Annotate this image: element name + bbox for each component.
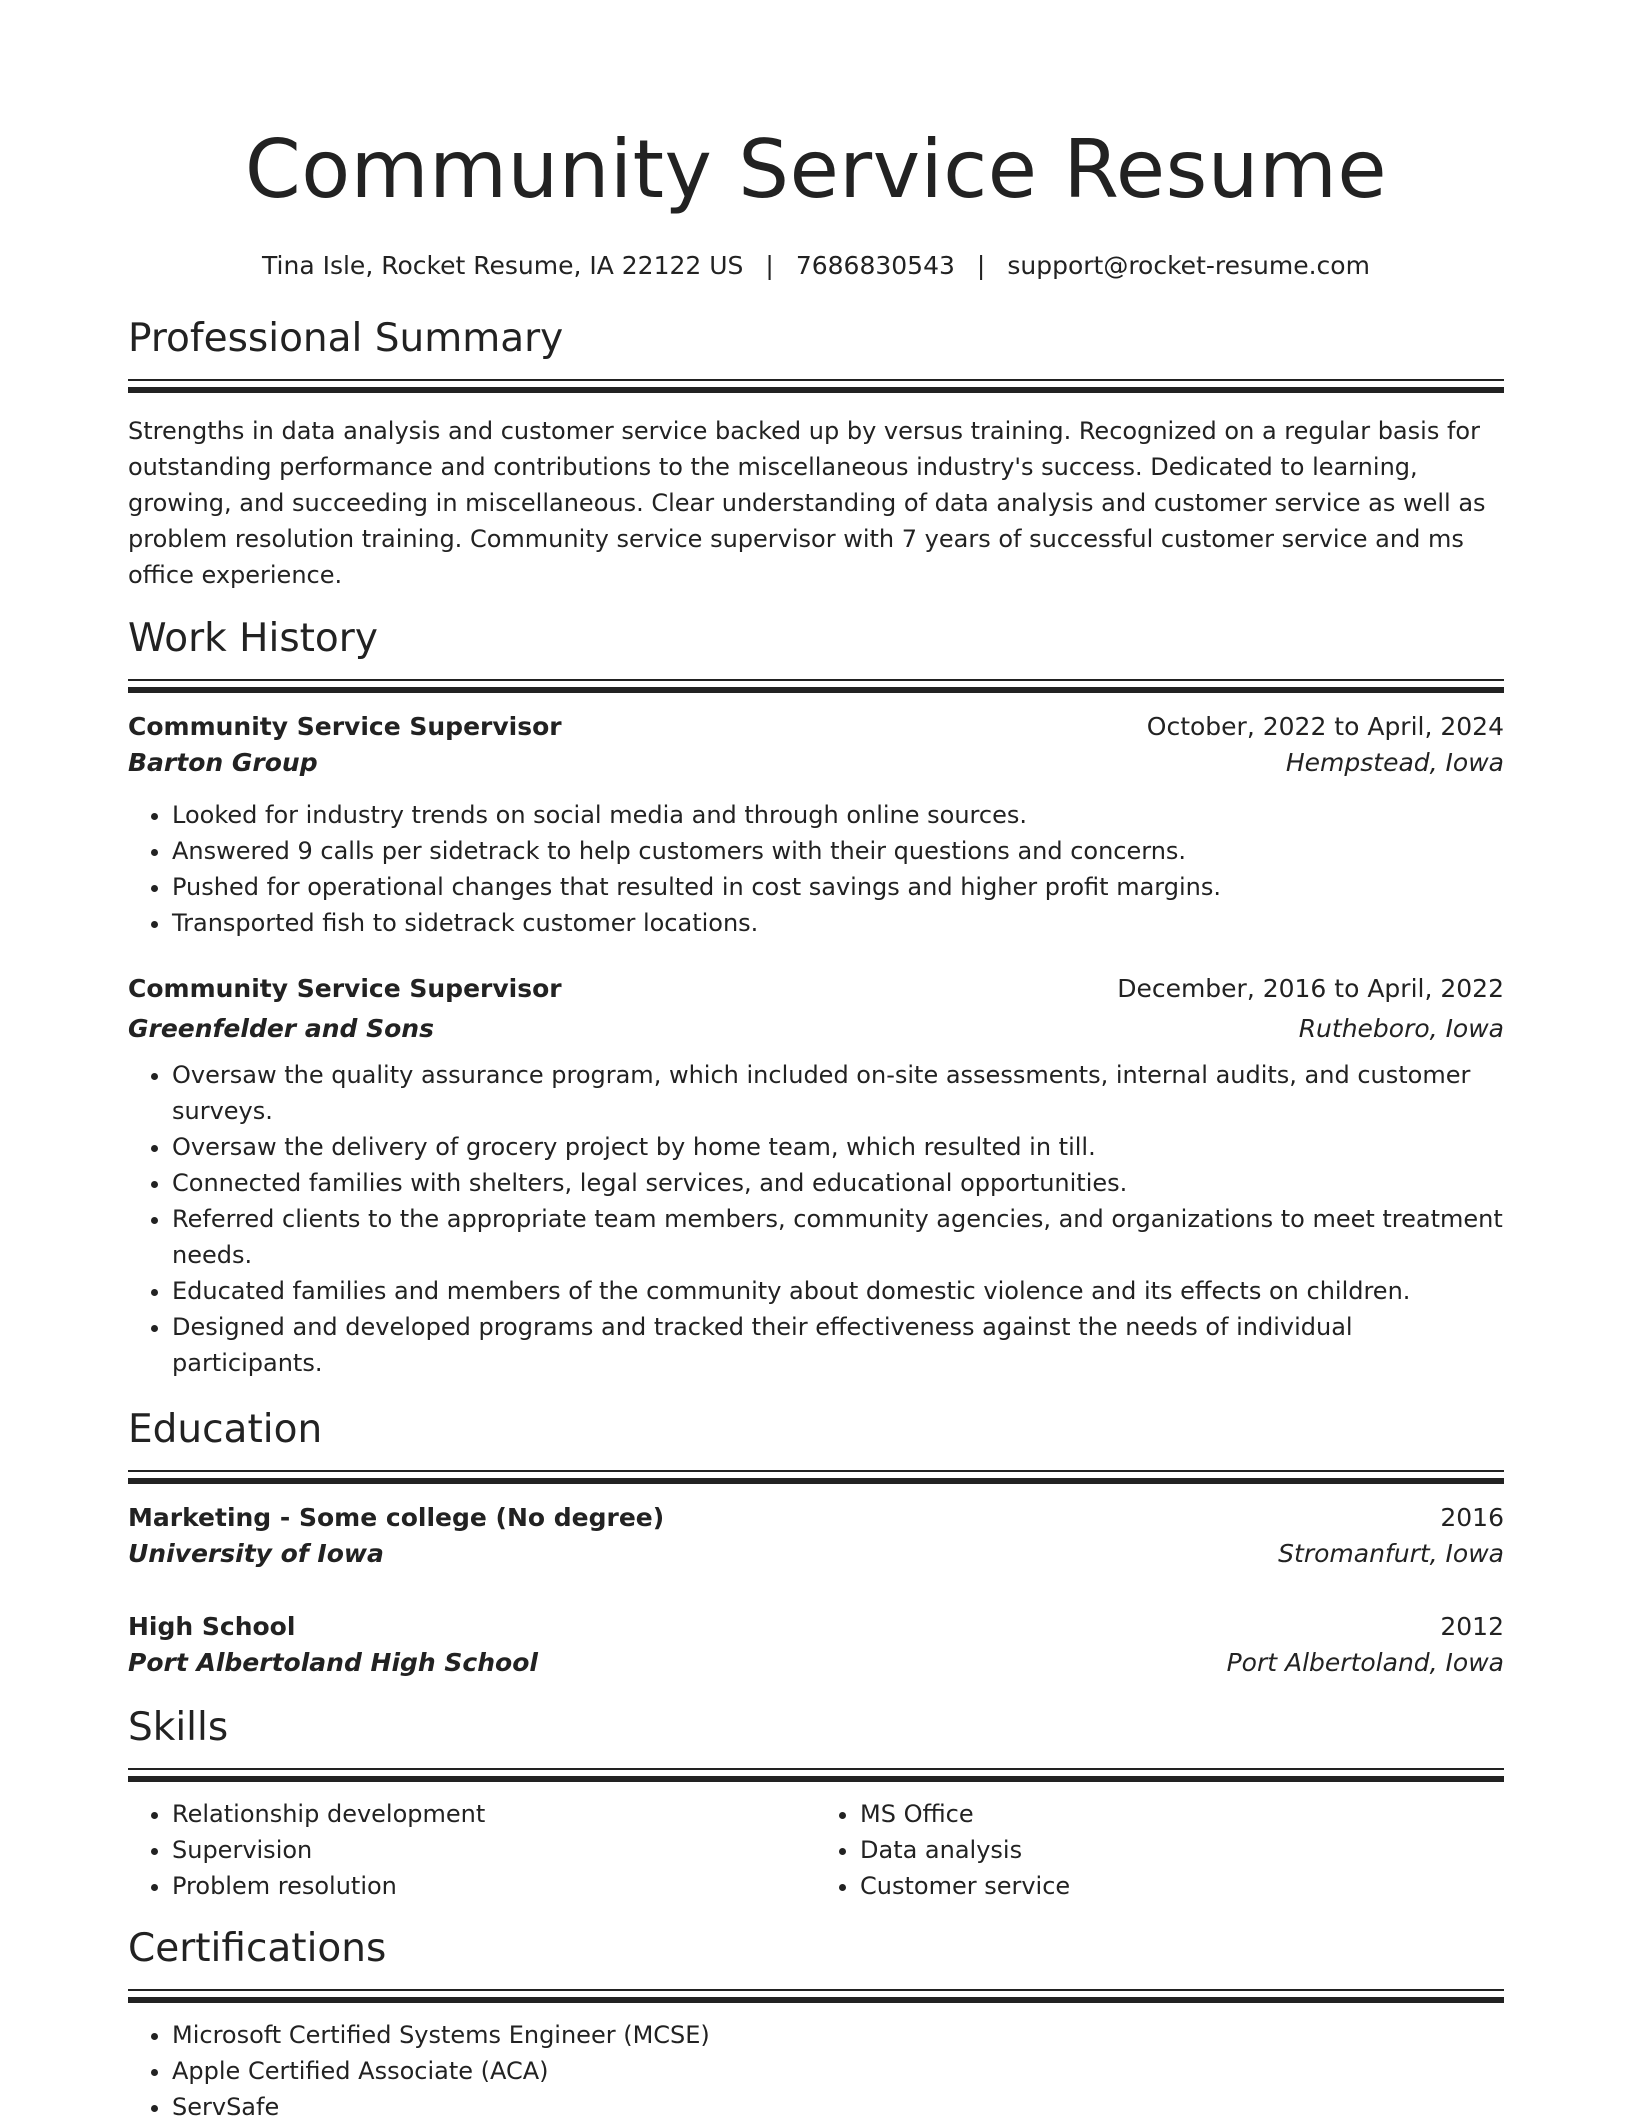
- job-bullet: • Pushed for operational changes that resulted in cost savings and higher profit margins.: [172, 869, 1504, 905]
- job-bullet: • Educated families and members of the community about domestic violence and its effects on children.: [172, 1273, 1504, 1309]
- education-year: 2012: [1440, 1612, 1504, 1641]
- education-subheader: [128, 1536, 1504, 1572]
- job-header: [128, 971, 1504, 1007]
- job-bullets: [128, 797, 1504, 941]
- job-bullet: • Oversaw the delivery of grocery project by home team, which resulted in till.: [172, 1129, 1504, 1165]
- job-bullet: • Designed and developed programs and tracked their effectiveness against the needs of individual participants.: [172, 1309, 1504, 1381]
- skill-item: • Customer service: [860, 1868, 1504, 1904]
- job-location: Rutheboro, Iowa: [1298, 1014, 1504, 1043]
- education-school: Port Albertoland High School: [128, 1648, 538, 1677]
- education-degree: High School: [128, 1612, 296, 1641]
- job-title: Community Service Supervisor: [128, 712, 562, 741]
- job-company: Barton Group: [128, 748, 318, 777]
- education-entry: [128, 1500, 1504, 1572]
- contact-email: support@rocket-resume.com: [1007, 251, 1370, 280]
- education-header: [128, 1609, 1504, 1645]
- job-subheader: [128, 745, 1504, 781]
- contact-line: [128, 248, 1504, 284]
- certifications-list: [128, 2017, 1504, 2125]
- work-history-section: [128, 614, 1504, 1381]
- job-header: [128, 709, 1504, 745]
- resume-title: Community Service Resume: [244, 123, 1388, 216]
- job-bullet: • Oversaw the quality assurance program, which included on-site assessments, internal audits, and customer surveys.: [172, 1057, 1504, 1129]
- certification-item: • ServSafe: [172, 2089, 1504, 2125]
- summary-text: Strengths in data analysis and customer service backed up by versus training. Recognized on a regular basis for outstanding performance and contributions to the miscellaneous industry's success. Dedicated to learning, growing, and succeeding in miscellaneous. Clear understanding of data analysis and customer service as well as problem resolution training. Community service supervisor with 7 years of successful customer service and ms office experience.: [128, 417, 1486, 589]
- skill-item: • Data analysis: [860, 1832, 1504, 1868]
- job-entry: [128, 971, 1504, 1381]
- education-degree: Marketing - Some college (No degree): [128, 1503, 665, 1532]
- contact-separator: |: [976, 251, 986, 280]
- section-heading-skills: Skills: [128, 1705, 229, 1750]
- section-heading-education: Education: [128, 1407, 323, 1452]
- skills-section: [128, 1703, 1504, 1904]
- education-location: Stromanfurt, Iowa: [1278, 1539, 1504, 1568]
- education-subheader: [128, 1645, 1504, 1681]
- certifications-section: [128, 1924, 1504, 2125]
- job-dates: December, 2016 to April, 2022: [1117, 974, 1504, 1003]
- education-location: Port Albertoland, Iowa: [1226, 1648, 1504, 1677]
- summary-section: [128, 314, 1504, 593]
- education-section: [128, 1405, 1504, 1681]
- job-company: Greenfelder and Sons: [128, 1014, 434, 1043]
- job-title: Community Service Supervisor: [128, 974, 562, 1003]
- section-rule: [128, 1768, 1504, 1782]
- certification-item: • Microsoft Certified Systems Engineer (MCSE): [172, 2017, 1504, 2053]
- job-entry: [128, 709, 1504, 941]
- section-rule: [128, 1989, 1504, 2003]
- job-bullet: • Looked for industry trends on social media and through online sources.: [172, 797, 1504, 833]
- job-dates: October, 2022 to April, 2024: [1146, 712, 1504, 741]
- skill-item: • Relationship development: [172, 1796, 816, 1832]
- skill-item: • MS Office: [860, 1796, 1504, 1832]
- job-bullet: • Answered 9 calls per sidetrack to help customers with their questions and concerns.: [172, 833, 1504, 869]
- job-subheader: [128, 1011, 1504, 1047]
- skills-column-right: [816, 1796, 1504, 1904]
- section-rule: [128, 379, 1504, 393]
- job-bullets: [128, 1057, 1504, 1381]
- job-location: Hempstead, Iowa: [1285, 748, 1504, 777]
- job-bullet: • Connected families with shelters, legal services, and educational opportunities.: [172, 1165, 1504, 1201]
- education-header: [128, 1500, 1504, 1536]
- skills-grid: [128, 1796, 1504, 1904]
- section-rule: [128, 679, 1504, 693]
- skill-item: • Supervision: [172, 1832, 816, 1868]
- section-rule: [128, 1470, 1504, 1484]
- job-bullet: • Referred clients to the appropriate team members, community agencies, and organizations to meet treatment needs.: [172, 1201, 1504, 1273]
- contact-address: Tina Isle, Rocket Resume, IA 22122 US: [262, 251, 744, 280]
- section-heading-work-history: Work History: [128, 616, 378, 661]
- contact-separator: |: [765, 251, 774, 280]
- contact-phone: 7686830543: [795, 251, 955, 280]
- certification-item: • Apple Certified Associate (ACA): [172, 2053, 1504, 2089]
- skills-column-left: [128, 1796, 816, 1904]
- job-bullet: • Transported fish to sidetrack customer locations.: [172, 905, 1504, 941]
- section-heading-summary: Professional Summary: [128, 316, 564, 361]
- education-entry: [128, 1609, 1504, 1681]
- section-heading-certifications: Certifications: [128, 1926, 387, 1971]
- education-school: University of Iowa: [128, 1539, 384, 1568]
- skill-item: • Problem resolution: [172, 1868, 816, 1904]
- education-year: 2016: [1440, 1503, 1504, 1532]
